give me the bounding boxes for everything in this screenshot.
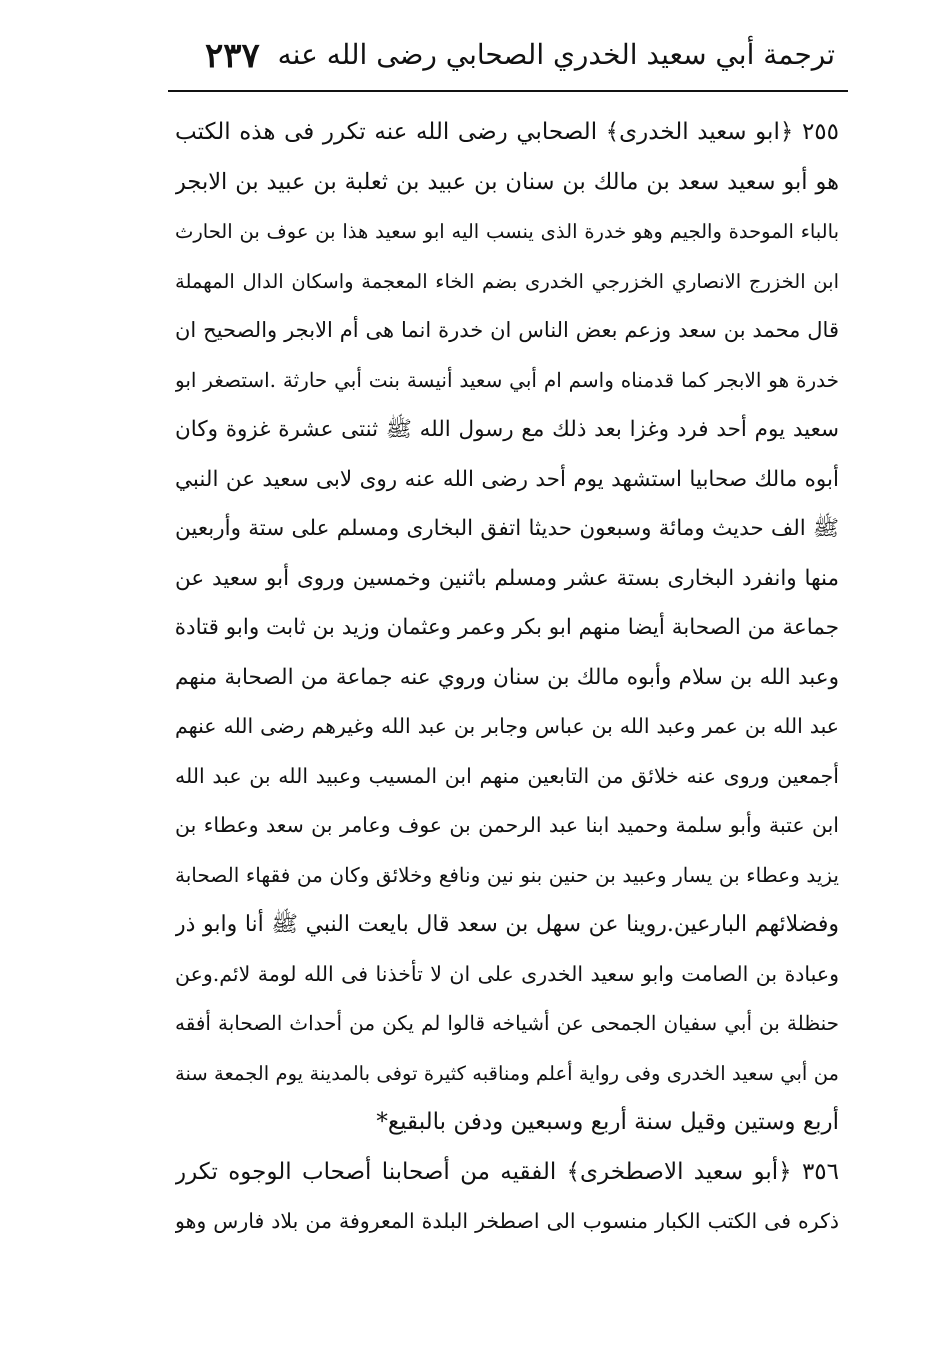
- page-number: ٢٣٧: [205, 36, 260, 76]
- text-line: يزيد وعطاء بن يسار وعبيد بن حنين بنو نين ونافع وخلائق وكان من فقهاء الصحابة: [175, 862, 839, 887]
- text-line: ﷺ الف حديث ومائة وسبعون حديثا اتفق البخارى ومسلم على ستة وأربعين: [175, 516, 839, 541]
- text-line: أربع وستين وقيل سنة أربع وسبعين ودفن بالبقيع*: [376, 1109, 839, 1135]
- text-line: أجمعين وروى عنه خلائق من التابعين منهم ابن المسيب وعبيد الله بن عبد الله: [175, 763, 839, 788]
- text-line: وعبادة بن الصامت وابو سعيد الخدرى على ان لا تأخذنا فى الله لومة لائم.وعن: [175, 961, 839, 986]
- text-line: عبد الله بن عمر وعبد الله بن عباس وجابر بن عبد الله وغيرهم رضى الله عنهم: [175, 714, 839, 738]
- text-line: ٢٥٥ ﴿ابو سعيد الخدرى﴾ الصحابي رضى الله عنه تكرر فى هذه الكتب: [175, 119, 839, 145]
- running-title: ترجمة أبي سعيد الخدري الصحابي رضى الله عنه: [277, 38, 835, 71]
- text-line: وفضلائهم البارعين.روينا عن سهل بن سعد قال بايعت النبي ﷺ أنا وابو ذر: [175, 912, 839, 937]
- text-line: ذكره فى الكتب الكبار منسوب الى اصطخر البلدة المعروفة من بلاد فارس وهو: [175, 1209, 839, 1233]
- text-line: قال محمد بن سعد وزعم بعض الناس ان خدرة انما هى أم الابجر والصحيح ان: [175, 318, 839, 342]
- text-line: ابن الخزرج الانصاري الخزرجي الخدرى بضم الخاء المعجمة واسكان الدال المهملة: [175, 269, 839, 293]
- text-line: منها وانفرد البخارى بستة عشر ومسلم باثنين وخمسين وروى أبو سعيد عن: [175, 565, 839, 591]
- page-body: [175, 108, 839, 1247]
- text-line: جماعة من الصحابة أيضا منهم ابو بكر وعمر وعثمان وزيد بن ثابت وابو قتادة: [175, 615, 839, 640]
- header-rule: [168, 90, 848, 92]
- text-line: من أبي سعيد الخدرى وفى رواية أعلم ومناقبه كثيرة توفى بالمدينة يوم الجمعة سنة: [175, 1061, 839, 1085]
- text-line: سعيد يوم أحد فرد وغزا بعد ذلك مع رسول الله ﷺ ثنتى عشرة غزوة وكان: [175, 417, 839, 442]
- text-line: أبوه مالك صحابيا استشهد يوم أحد رضى الله عنه روى لابى سعيد عن النبي: [175, 466, 839, 492]
- text-line: بالباء الموحدة والجيم وهو خدرة الذى ينسب اليه ابو سعيد هذا بن عوف بن الحارث: [175, 220, 839, 243]
- text-line: خدرة هو الابجر كما قدمناه واسم ام أبي سعيد أنيسة بنت أبي حارثة .استصغر ابو: [175, 367, 839, 392]
- text-line: حنظلة بن أبي سفيان الجمحى عن أشياخه قالوا لم يكن من أحداث الصحابة أفقه: [175, 1011, 839, 1035]
- text-line: هو أبو سعيد سعد بن مالك بن سنان بن عبيد بن ثعلبة بن عبيد بن الابجر: [175, 168, 839, 195]
- text-line: ٣٥٦ ﴿أبو سعيد الاصطخرى﴾ الفقيه من أصحابنا أصحاب الوجوه تكرر: [175, 1158, 839, 1185]
- page-header: [175, 32, 835, 88]
- text-line: ابن عتبة وأبو سلمة وحميد ابنا عبد الرحمن بن عوف وعامر بن سعد وعطاء بن: [175, 813, 839, 837]
- text-line: وعبد الله بن سلام وأبوه مالك بن سنان وروي عنه جماعة من الصحابة منهم: [175, 664, 839, 690]
